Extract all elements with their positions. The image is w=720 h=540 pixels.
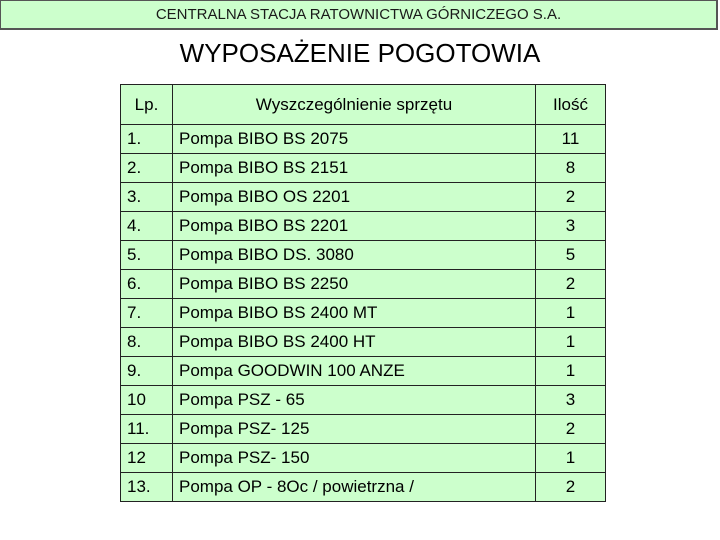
row-qty: 5 <box>536 241 606 270</box>
row-name: Pompa PSZ- 125 <box>173 415 536 444</box>
row-lp: 5. <box>121 241 173 270</box>
table-row <box>121 473 606 502</box>
table-row <box>121 357 606 386</box>
row-name: Pompa PSZ - 65 <box>173 386 536 415</box>
row-name: Pompa BIBO BS 2400 HT <box>173 328 536 357</box>
table-row <box>121 386 606 415</box>
row-qty: 2 <box>536 270 606 299</box>
row-lp: 1. <box>121 125 173 154</box>
row-name: Pompa BIBO BS 2400 MT <box>173 299 536 328</box>
row-lp: 8. <box>121 328 173 357</box>
row-qty: 3 <box>536 212 606 241</box>
row-qty: 2 <box>536 415 606 444</box>
row-qty: 11 <box>536 125 606 154</box>
row-lp: 7. <box>121 299 173 328</box>
row-name: Pompa BIBO BS 2201 <box>173 212 536 241</box>
row-lp: 4. <box>121 212 173 241</box>
row-qty: 1 <box>536 328 606 357</box>
row-lp: 3. <box>121 183 173 212</box>
row-lp: 11. <box>121 415 173 444</box>
table-row <box>121 183 606 212</box>
column-header-qty: Ilość <box>536 85 606 125</box>
row-qty: 1 <box>536 299 606 328</box>
table-row <box>121 241 606 270</box>
table-row <box>121 328 606 357</box>
row-name: Pompa BIBO OS 2201 <box>173 183 536 212</box>
row-qty: 1 <box>536 444 606 473</box>
row-qty: 2 <box>536 183 606 212</box>
row-name: Pompa GOODWIN 100 ANZE <box>173 357 536 386</box>
row-qty: 2 <box>536 473 606 502</box>
row-name: Pompa BIBO BS 2075 <box>173 125 536 154</box>
row-lp: 13. <box>121 473 173 502</box>
table-header-row <box>121 85 606 125</box>
row-qty: 3 <box>536 386 606 415</box>
company-name: CENTRALNA STACJA RATOWNICTWA GÓRNICZEGO S.A. <box>155 6 562 23</box>
company-banner <box>0 0 718 30</box>
row-name: Pompa PSZ- 150 <box>173 444 536 473</box>
row-lp: 10 <box>121 386 173 415</box>
page-title: WYPOSAŻENIE POGOTOWIA <box>179 38 541 68</box>
row-qty: 1 <box>536 357 606 386</box>
row-name: Pompa BIBO DS. 3080 <box>173 241 536 270</box>
row-lp: 6. <box>121 270 173 299</box>
row-name: Pompa OP - 8Oc / powietrzna / <box>173 473 536 502</box>
table-row <box>121 154 606 183</box>
table-row <box>121 125 606 154</box>
row-lp: 9. <box>121 357 173 386</box>
table-row <box>121 444 606 473</box>
table-row <box>121 299 606 328</box>
table-row <box>121 415 606 444</box>
row-qty: 8 <box>536 154 606 183</box>
column-header-name: Wyszczególnienie sprzętu <box>173 85 536 125</box>
row-name: Pompa BIBO BS 2250 <box>173 270 536 299</box>
table-row <box>121 270 606 299</box>
row-name: Pompa BIBO BS 2151 <box>173 154 536 183</box>
column-header-lp: Lp. <box>121 85 173 125</box>
row-lp: 12 <box>121 444 173 473</box>
equipment-table <box>120 84 606 502</box>
table-row <box>121 212 606 241</box>
row-lp: 2. <box>121 154 173 183</box>
